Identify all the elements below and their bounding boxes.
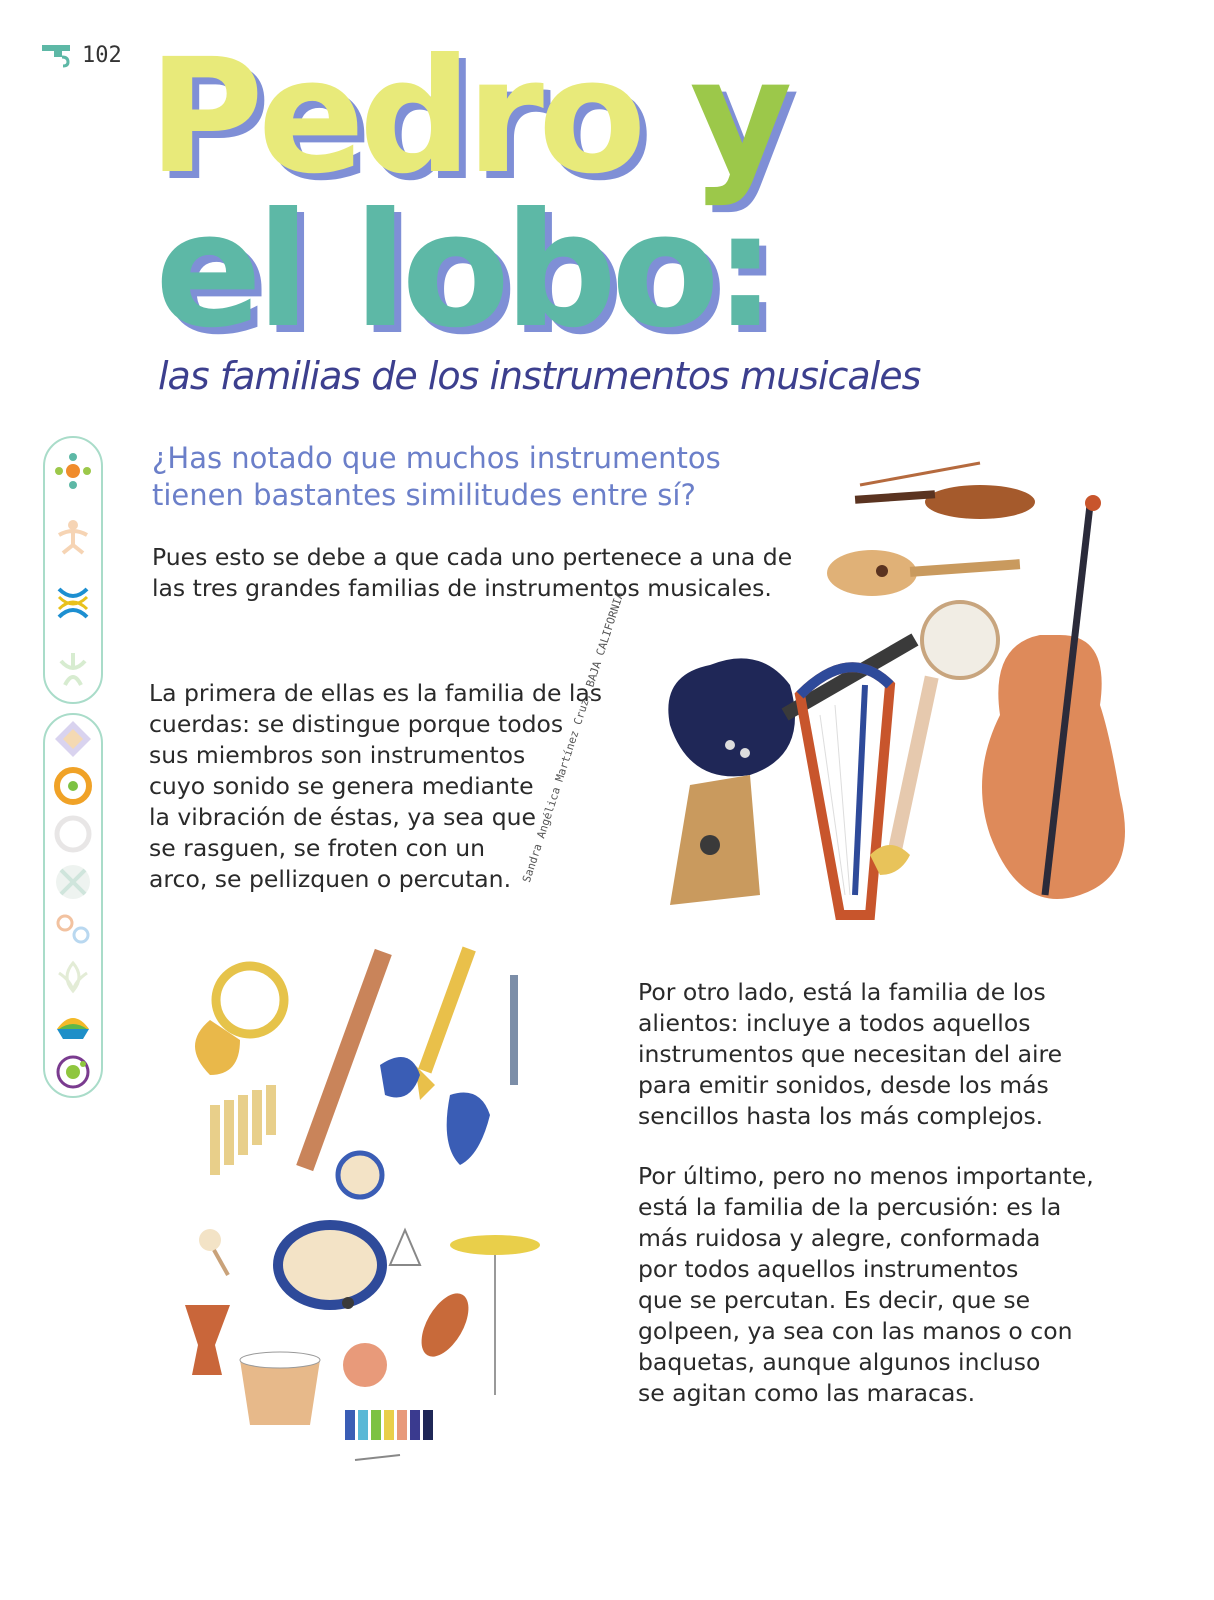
string-instruments-illustration	[650, 455, 1140, 935]
wind-percussion-illustration	[180, 935, 560, 1480]
text-line: baquetas, aunque algunos incluso	[638, 1348, 1041, 1376]
flower-icon	[51, 449, 95, 493]
diamond-icon	[51, 717, 95, 761]
subtitle: las familias de los instrumentos musicales	[158, 354, 921, 398]
bassoon-icon	[296, 949, 392, 1171]
text-line: está la familia de la percusión: es la	[638, 1193, 1062, 1221]
step-fret-icon	[40, 42, 76, 68]
lotus-icon	[51, 955, 95, 999]
tambourine-icon	[338, 1153, 382, 1197]
paragraph-winds	[638, 977, 1138, 1132]
intro-question	[152, 440, 721, 514]
violin-icon	[855, 463, 1035, 519]
figure-icon	[51, 647, 95, 691]
guiro-icon	[412, 1286, 478, 1365]
text-line: para emitir sonidos, desde los más	[638, 1071, 1049, 1099]
text-line: Por último, pero no menos importante,	[638, 1162, 1094, 1190]
splash-icon	[51, 1050, 95, 1094]
links-icon	[51, 907, 95, 951]
text-line: se agitan como las maracas.	[638, 1379, 976, 1407]
triangle-icon	[390, 1230, 420, 1265]
text-line: golpeen, ya sea con las manos o con	[638, 1317, 1073, 1345]
text-line: La primera de ellas es la familia de las	[149, 679, 603, 707]
text-line: cuerdas: se distingue porque todos	[149, 710, 564, 738]
title-word-y: y	[689, 25, 787, 209]
double-bass-icon	[982, 495, 1125, 899]
title-line-1	[148, 25, 787, 209]
sidebar-icons-group-1	[43, 436, 103, 704]
sun-icon	[51, 1003, 95, 1047]
text-line: Pues esto se debe a que cada uno pertenece a una de	[152, 543, 793, 571]
dancer-icon	[51, 515, 95, 559]
title-word-pedro: Pedro	[148, 25, 641, 209]
maraca-icon	[199, 1229, 228, 1275]
kalimba-icon	[343, 1343, 387, 1387]
square-icon	[51, 860, 95, 904]
title-line-2: el lobo:	[155, 179, 771, 363]
sidebar-icons-group-2	[43, 713, 103, 1098]
text-line: sencillos hasta los más complejos.	[638, 1102, 1044, 1130]
text-line: arco, se pellizquen o percutan.	[149, 865, 512, 893]
page-number-text: 102	[82, 42, 122, 68]
bagpipe-icon	[380, 1057, 490, 1165]
timpani-icon	[240, 1352, 320, 1425]
text-line: por todos aquellos instrumentos	[638, 1255, 1019, 1283]
trumpet-icon	[415, 947, 476, 1100]
text-line: la vibración de éstas, ya sea que	[149, 803, 536, 831]
text-line: más ruidosa y alegre, conformada	[638, 1224, 1041, 1252]
question-line: ¿Has notado que muchos instrumentos	[152, 441, 721, 475]
text-line: instrumentos que necesitan del aire	[638, 1040, 1063, 1068]
question-line: tienen bastantes similitudes entre sí?	[152, 478, 696, 512]
bass-drum-icon	[278, 1225, 382, 1309]
text-line: que se percutan. Es decir, que se	[638, 1286, 1031, 1314]
text-line: cuyo sonido se genera mediante	[149, 772, 534, 800]
spiral-icon	[51, 764, 95, 808]
circle-icon	[51, 812, 95, 856]
text-line: se rasguen, se froten con un	[149, 834, 486, 862]
psaltery-icon	[670, 775, 760, 905]
pan-flute-icon	[210, 1085, 276, 1175]
text-line: sus miembros son instrumentos	[149, 741, 526, 769]
page-number	[40, 42, 122, 68]
ukulele-icon	[827, 550, 1020, 596]
knot-icon	[51, 581, 95, 625]
french-horn-icon	[195, 966, 284, 1075]
text-line: las tres grandes familias de instrumentos musicales.	[152, 574, 772, 602]
paragraph-strings	[149, 678, 619, 895]
paragraph-percussion	[638, 1161, 1138, 1409]
text-line: Por otro lado, está la familia de los	[638, 978, 1046, 1006]
text-line: alientos: incluye a todos aquellos	[638, 1009, 1031, 1037]
illustrator-credit: Sandra Angélica Martínez Cruz, BAJA CALIFORNIA	[520, 590, 627, 885]
xylophone-icon	[345, 1410, 433, 1460]
djembe-icon	[185, 1305, 230, 1375]
clarinet-icon	[510, 975, 518, 1085]
